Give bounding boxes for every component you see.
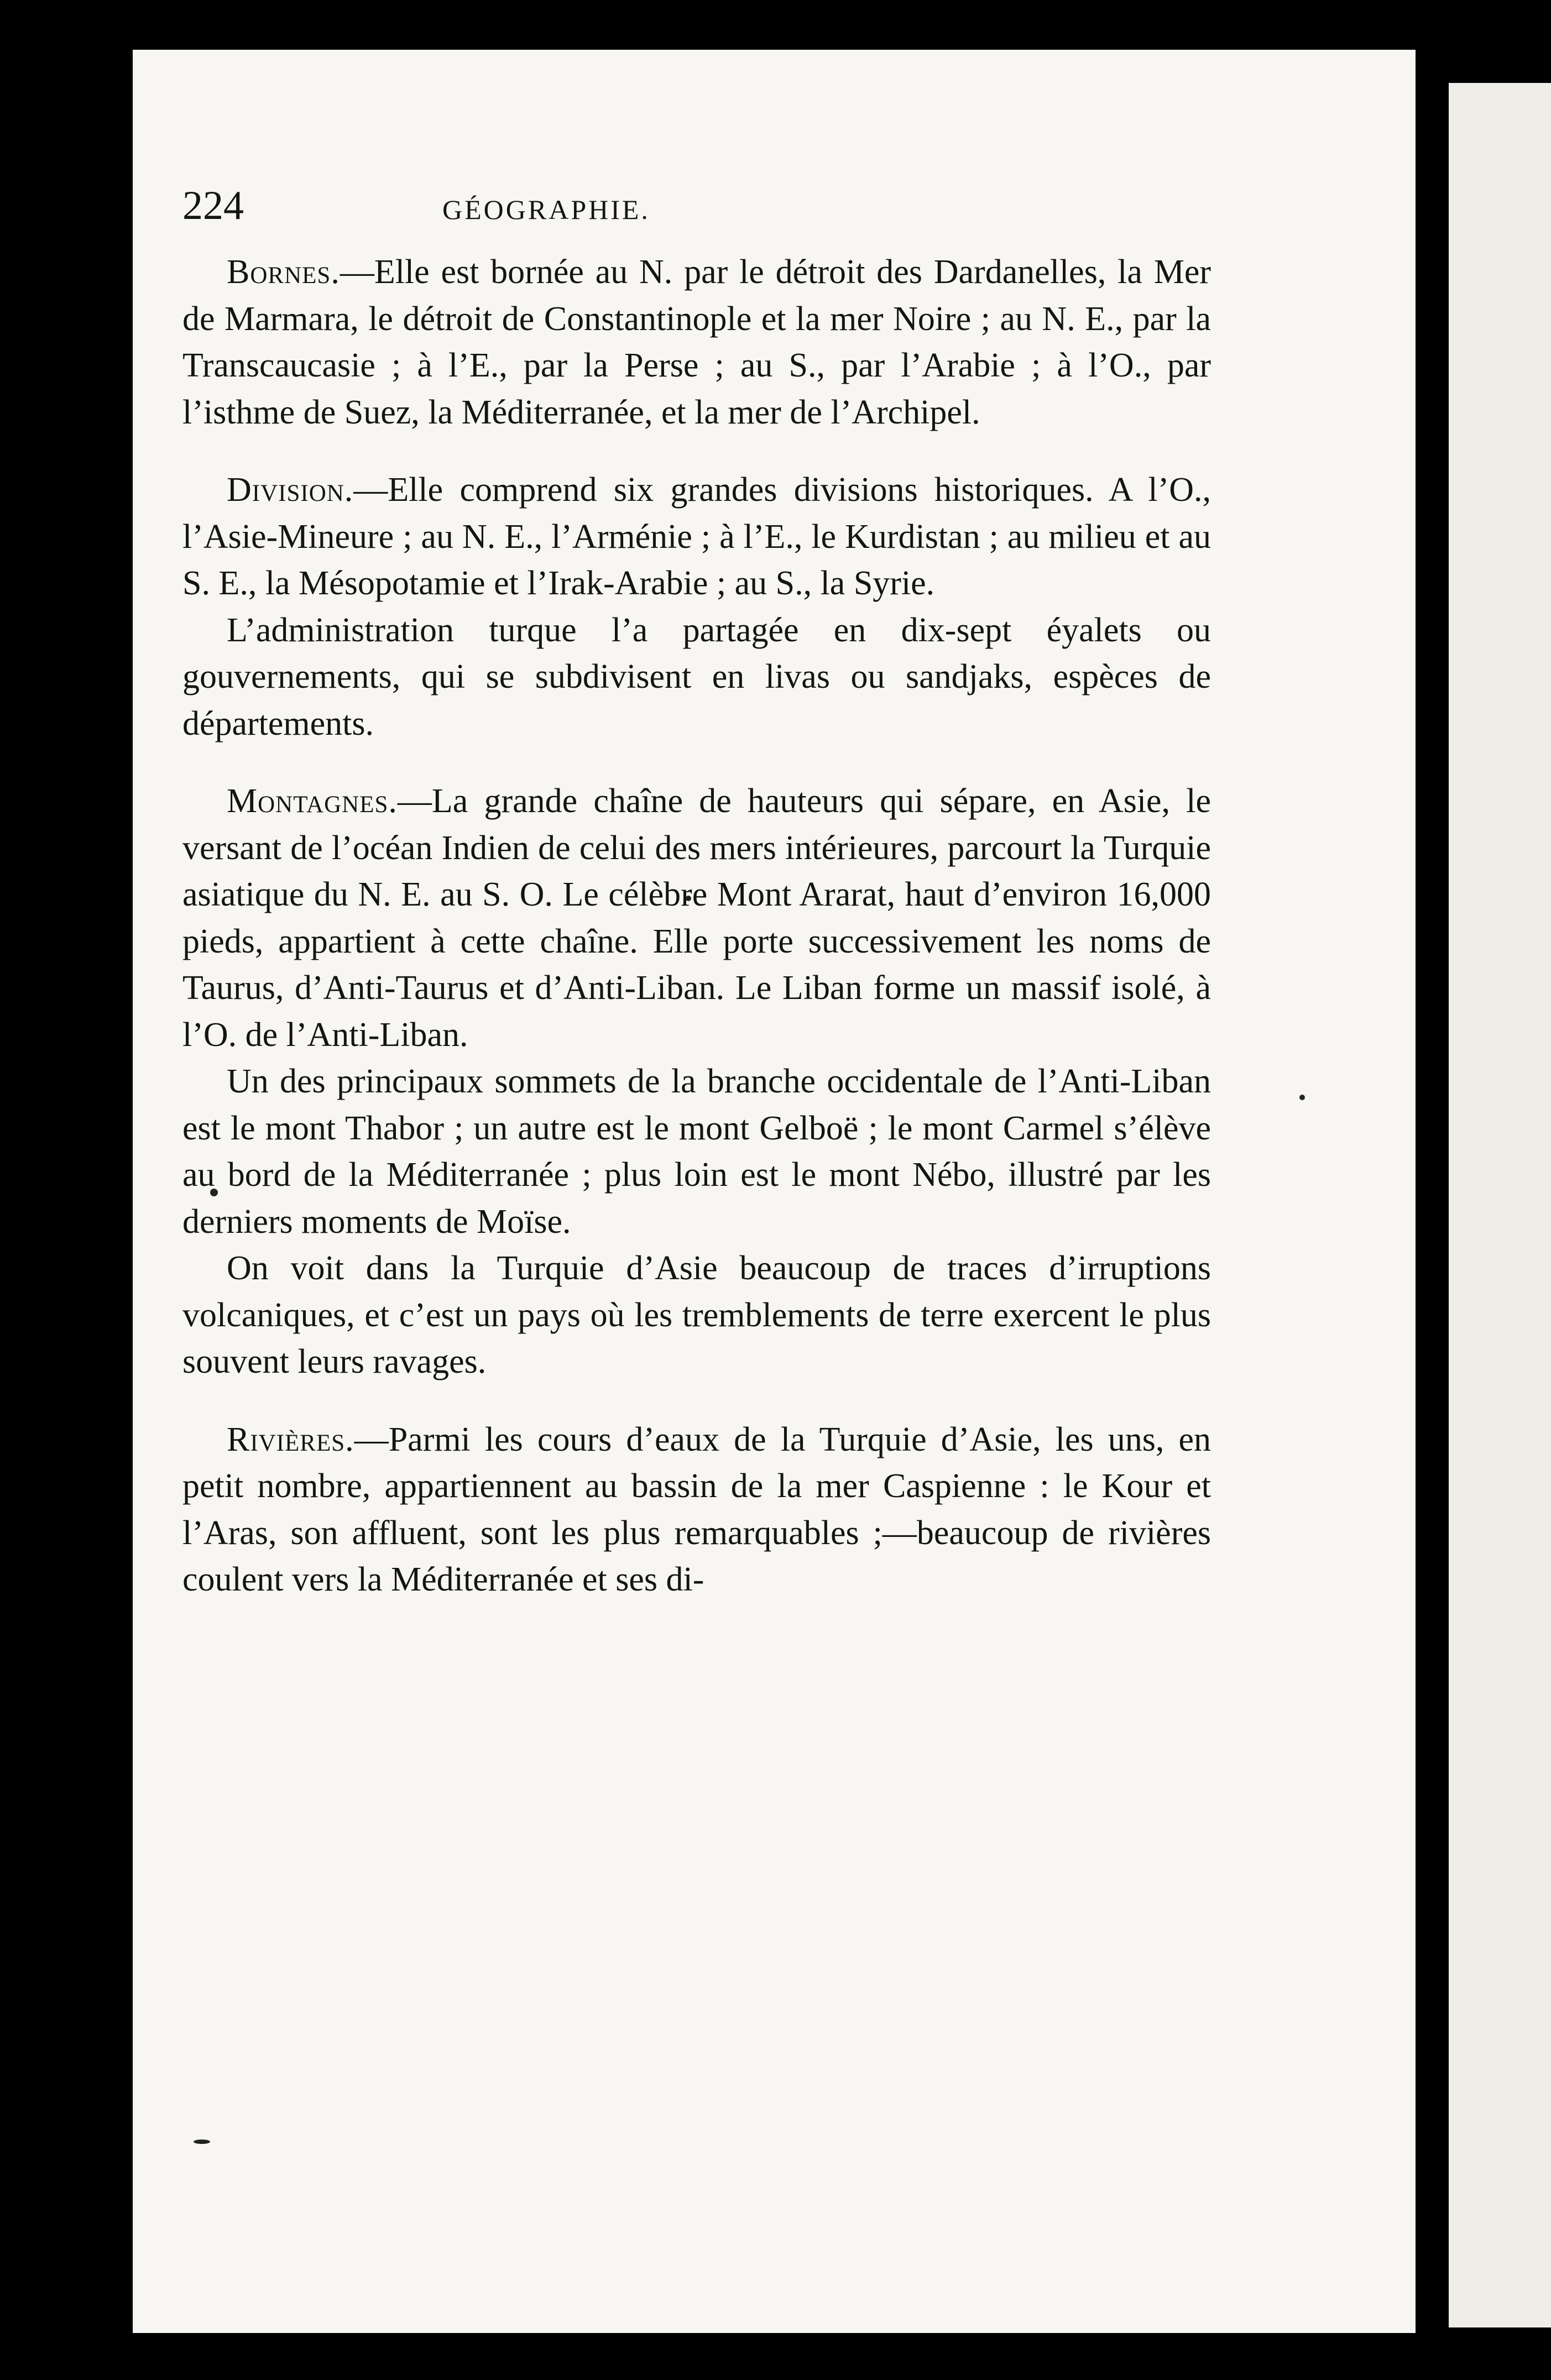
paragraph-division (182, 467, 1211, 607)
paragraph-sommets: Un des principaux sommets de la branche occidentale de l’Anti-Liban est le mont Thabor ; un autre est le mont Gelboë ; le mont Carmel s’élève au bord de la Méditerranée ; plus loin est le mont Nébo, illustré par les derniers moments de Moïse. (182, 1063, 1211, 1241)
scan-speck (1299, 1095, 1305, 1100)
section-head-rivieres: Rivières. (227, 1420, 354, 1458)
paragraph-administration: L’administration turque l’a partagée en dix-sept éyalets ou gouvernements, qui se subdivisent en livas ou sandjaks, espèces de départements. (182, 611, 1211, 742)
paragraph-text: —Elle est bornée au N. par le détroit des Dardanelles, la Mer de Marmara, le détroit de Constantinople et la mer Noire ; au N. E., par la Transcaucasie ; à l’E., par la Perse ; au S., par l’Arabie ; à l’O., par l’isthme de Suez, la Méditerranée, et la mer de l’Archipel. (182, 253, 1211, 431)
scan-speck (194, 2140, 210, 2144)
section-head-bornes: Bornes. (227, 253, 340, 291)
running-header (182, 182, 1211, 249)
adjacent-page-edge (1449, 83, 1551, 2327)
paragraph-volcans: On voit dans la Turquie d’Asie beaucoup de traces d’irruptions volcaniques, et c’est un pays où les tremblements de terre exercent le plus souvent leurs ravages. (182, 1249, 1211, 1380)
paragraph-text: —La grande chaîne de hauteurs qui sépare, en Asie, le versant de l’océan Indien de celui des mers intérieures, parcourt la Turquie asiatique du N. E. au S. O. Le célèbre Mont Ararat, haut d’environ 16,000 pieds, appartient à cette chaîne. Elle porte successivement les noms de Taurus, d’Anti-Taurus et d’Anti-Liban. Le Liban forme un massif isolé, à l’O. de l’Anti-Liban. (182, 782, 1211, 1054)
paragraph-montagnes (182, 778, 1211, 1058)
running-title: GÉOGRAPHIE. (442, 194, 650, 225)
page-number: 224 (182, 183, 244, 228)
paragraph-text: —Elle comprend six grandes divisions historiques. A l’O., l’Asie-Mineure ; au N. E., l’Arménie ; à l’E., le Kurdistan ; au milieu et au S. E., la Mésopotamie et l’Irak-Arabie ; au S., la Syrie. (182, 471, 1211, 602)
section-head-division: Division. (227, 471, 354, 509)
paragraph-rivieres (182, 1416, 1211, 1603)
section-head-montagnes: Montagnes. (227, 782, 398, 820)
page-content (182, 182, 1211, 1603)
paragraph-text: —Parmi les cours d’eaux de la Turquie d’Asie, les uns, en petit nombre, appartiennent au bassin de la mer Caspienne : le Kour et l’Aras, son affluent, sont les plus remarquables ;—beaucoup de rivières coulent vers la Méditerranée et ses di- (182, 1420, 1211, 1598)
paragraph-bornes (182, 249, 1211, 436)
